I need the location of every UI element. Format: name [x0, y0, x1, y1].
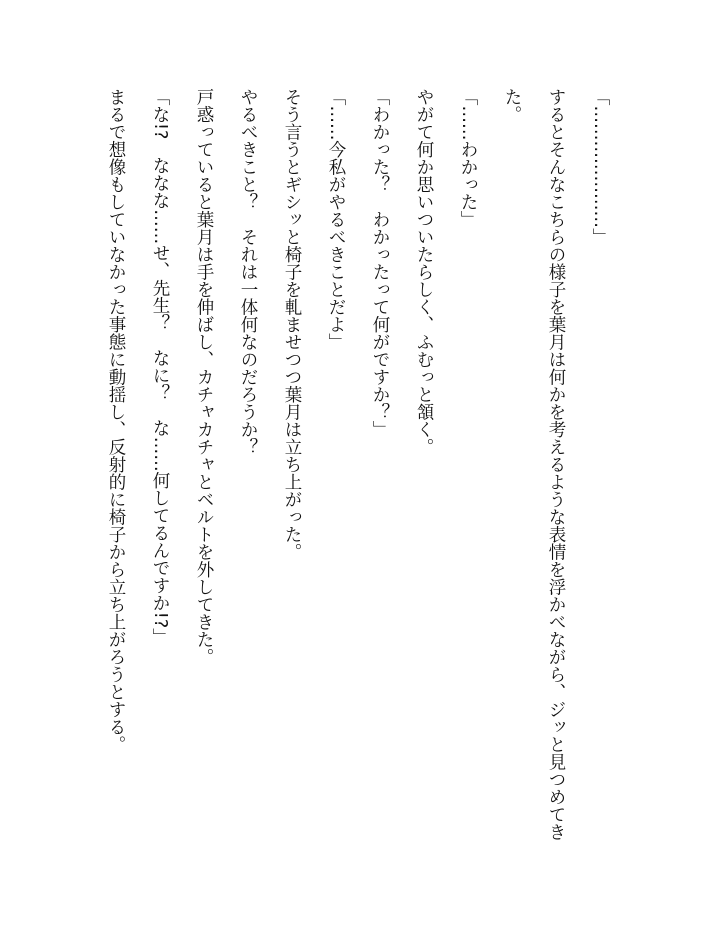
text-line: 「わかった？ わかったって何がですか？」 [370, 88, 390, 438]
text-line: するとそんなこちらの様子を葉月は何かを考えるような表情を浮かべながら、ジッと見つめてきた。 [502, 88, 566, 841]
text-line: 「……わかった」 [458, 88, 478, 228]
text-line: 「……今私がやるべきことだよ」 [326, 88, 346, 351]
text-line: まるで想像もしていなかった事態に動揺し、反射的に椅子から立ち上がろうとする。 [106, 88, 126, 753]
text-line: そう言うとギシッと椅子を軋ませつつ葉月は立ち上がった。 [282, 88, 302, 561]
text-line: 戸惑っていると葉月は手を伸ばし、カチャカチャとベルトを外してきた。 [194, 88, 214, 666]
vertical-text-body [94, 88, 622, 848]
text-line: やるべきこと？ それは一体何なのだろうか？ [238, 88, 258, 456]
text-line: 「…………………」 [590, 88, 610, 246]
text-line: やがて何か思いついたらしく、ふむっと頷く。 [414, 88, 434, 456]
text-line: 「な!? ななな……せ、先生？ なに？ な……何してるんですか!?」 [150, 88, 170, 646]
